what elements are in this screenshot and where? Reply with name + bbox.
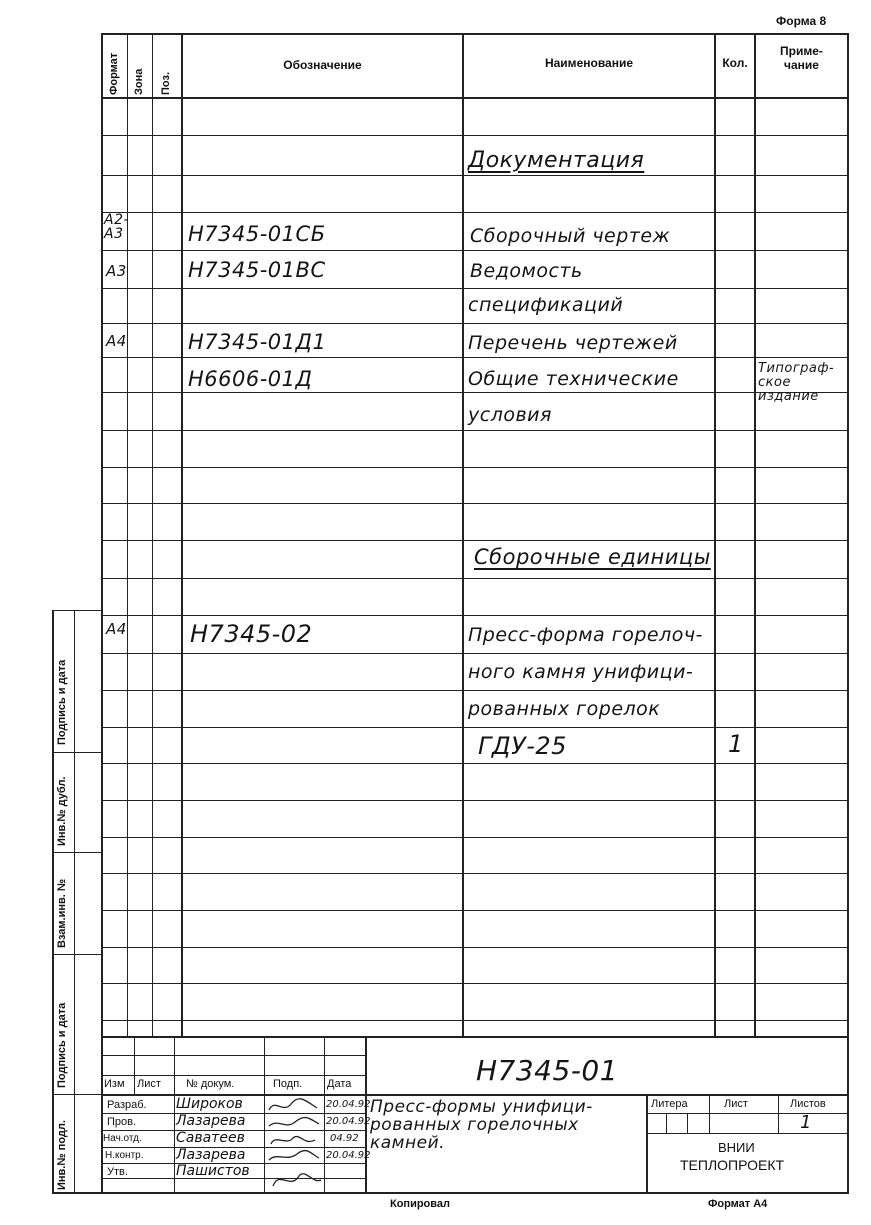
tb-header-sign: Подп. xyxy=(273,1078,303,1090)
header-divider xyxy=(101,97,849,99)
tb-col-4 xyxy=(324,1036,325,1193)
row-line xyxy=(101,763,849,764)
row-line xyxy=(101,1020,849,1021)
row1-designation: Н7345-01СБ xyxy=(188,222,326,246)
row-line xyxy=(101,392,849,393)
row-line xyxy=(101,578,849,579)
row-line xyxy=(101,837,849,838)
row2-name: Ведомость xyxy=(470,260,583,282)
tb-right-col-2 xyxy=(778,1094,779,1134)
side-left-outer xyxy=(52,610,54,1194)
row-line xyxy=(101,910,849,911)
side-div-3 xyxy=(52,954,102,955)
side-div-2 xyxy=(52,852,102,853)
frame-left xyxy=(101,33,103,1193)
side-bottom xyxy=(52,1192,102,1194)
row1-format: А2- А3 xyxy=(104,212,130,242)
tb-date-2: 04.92 xyxy=(330,1133,359,1144)
tb-row-2 xyxy=(101,1075,366,1076)
row-line xyxy=(101,653,849,654)
side-label-orig-inv: Инв.№ подл. xyxy=(56,1120,68,1190)
header-qty: Кол. xyxy=(722,56,748,70)
side-label-sign-date-2: Подпись и дата xyxy=(56,1002,68,1088)
row5-note: Типограф- ское издание xyxy=(758,361,835,404)
row9-name: рованных горелок xyxy=(468,698,661,720)
side-label-sign-date-1: Подпись и дата xyxy=(56,659,68,745)
tb-col-2 xyxy=(174,1036,175,1193)
side-div-1 xyxy=(52,752,102,753)
side-top xyxy=(52,610,102,611)
row1-name: Сборочный чертеж xyxy=(470,225,671,247)
footer-format: Формат А4 xyxy=(708,1198,768,1210)
row-line xyxy=(101,250,849,251)
header-name: Наименование xyxy=(544,56,634,70)
header-format: Формат xyxy=(108,52,120,95)
row5-name: Общие технические xyxy=(468,368,679,390)
row-line xyxy=(101,357,849,358)
tb-date-1: 20.04.92 xyxy=(326,1116,371,1127)
tb-litera-cell-1 xyxy=(666,1113,667,1133)
tb-name-0: Широков xyxy=(176,1096,243,1112)
row-line xyxy=(101,175,849,176)
footer-copied: Копировал xyxy=(390,1198,451,1210)
row-line xyxy=(101,288,849,289)
tb-sheet: Лист xyxy=(724,1098,748,1110)
row4-format: А4 xyxy=(106,332,127,350)
header-pos: Поз. xyxy=(160,71,172,95)
tb-header-izm: Изм xyxy=(104,1078,125,1090)
tb-date-0: 20.04.92 xyxy=(326,1099,371,1110)
col-line-name xyxy=(714,33,716,1037)
header-zone: Зона xyxy=(133,68,145,95)
col-line-pos xyxy=(181,33,183,1037)
row7-designation: Н7345-02 xyxy=(190,620,313,648)
row-line xyxy=(101,800,849,801)
tb-name-4: Пашистов xyxy=(176,1163,250,1179)
tb-role-4: Утв. xyxy=(107,1166,128,1178)
row8-name: ного камня унифици- xyxy=(468,661,694,683)
row-line xyxy=(101,323,849,324)
row3-name: спецификаций xyxy=(468,294,624,316)
tb-right-row-1 xyxy=(646,1113,848,1114)
row-line xyxy=(101,135,849,136)
tb-col-1 xyxy=(134,1036,135,1096)
tb-right-row-2 xyxy=(646,1133,848,1134)
tb-col-5 xyxy=(365,1036,367,1193)
frame-top xyxy=(101,33,849,35)
col-line-zone xyxy=(152,33,153,1037)
tb-header-date: Дата xyxy=(327,1078,352,1090)
row-line xyxy=(101,727,849,728)
signature-scribbles xyxy=(265,1096,324,1192)
header-designation: Обозначение xyxy=(283,58,362,72)
row4-designation: Н7345-01Д1 xyxy=(188,330,327,354)
tb-name-2: Саватеев xyxy=(176,1130,245,1146)
row6-name: условия xyxy=(468,404,552,426)
col-line-designation xyxy=(462,33,464,1037)
tb-role-3: Н.контр. xyxy=(105,1150,144,1161)
section-assembly-units: Сборочные единицы xyxy=(474,545,711,569)
col-line-qty xyxy=(754,33,756,1037)
side-label-dup-inv: Инв.№ дубл. xyxy=(56,776,68,846)
row7-name: Пресс-форма горелоч- xyxy=(468,624,703,646)
tb-org-1: ВНИИ xyxy=(718,1140,755,1155)
row-line xyxy=(101,540,849,541)
side-label-replace-inv: Взам.инв. № xyxy=(56,878,68,948)
row-line xyxy=(101,983,849,984)
tb-col-6 xyxy=(646,1094,648,1193)
tb-name-1: Лазарева xyxy=(176,1113,246,1129)
tb-role-2: Нач.отд. xyxy=(103,1133,142,1144)
row-line xyxy=(101,503,849,504)
row10-qty: 1 xyxy=(728,730,744,758)
row-line xyxy=(101,615,849,616)
side-left-inner xyxy=(74,610,75,1194)
tb-date-3: 20.04.92 xyxy=(326,1150,371,1161)
tb-litera-cell-2 xyxy=(687,1113,688,1133)
row-line xyxy=(101,212,849,213)
row7-format: А4 xyxy=(106,620,127,638)
tb-title: Пресс-формы унифици- рованных горелочных камней. xyxy=(370,1097,593,1153)
tb-role-0: Разраб. xyxy=(107,1099,147,1111)
tb-top xyxy=(101,1036,849,1038)
section-documentation: Документация xyxy=(468,148,645,173)
tb-doc-number: Н7345-01 xyxy=(476,1054,619,1087)
side-div-4 xyxy=(52,1094,102,1095)
tb-sheet-value: 1 xyxy=(800,1112,812,1133)
frame-right xyxy=(847,33,849,1193)
row4-name: Перечень чертежей xyxy=(468,332,678,354)
tb-right-col-1 xyxy=(709,1094,710,1134)
frame-bottom xyxy=(101,1192,849,1194)
row2-designation: Н7345-01ВС xyxy=(188,258,326,282)
row-line xyxy=(101,430,849,431)
tb-role-1: Пров. xyxy=(107,1116,137,1128)
row5-designation: Н6606-01Д xyxy=(188,367,313,391)
tb-header-doc: № докум. xyxy=(186,1078,235,1090)
row-line xyxy=(101,947,849,948)
tb-header-list: Лист xyxy=(137,1078,161,1090)
tb-org-2: ТЕПЛОПРОЕКТ xyxy=(680,1157,785,1173)
header-note: Приме- чание xyxy=(780,44,823,72)
row10-name: ГДУ-25 xyxy=(478,732,567,760)
tb-litera: Литера xyxy=(651,1098,688,1110)
row-line xyxy=(101,873,849,874)
col-line-format xyxy=(127,33,128,1037)
tb-sheets: Листов xyxy=(790,1098,826,1110)
row-line xyxy=(101,690,849,691)
tb-row-1 xyxy=(101,1055,366,1056)
row-line xyxy=(101,467,849,468)
row2-format: А3 xyxy=(106,262,127,280)
tb-name-3: Лазарева xyxy=(176,1147,246,1163)
form-label: Форма 8 xyxy=(776,14,827,28)
